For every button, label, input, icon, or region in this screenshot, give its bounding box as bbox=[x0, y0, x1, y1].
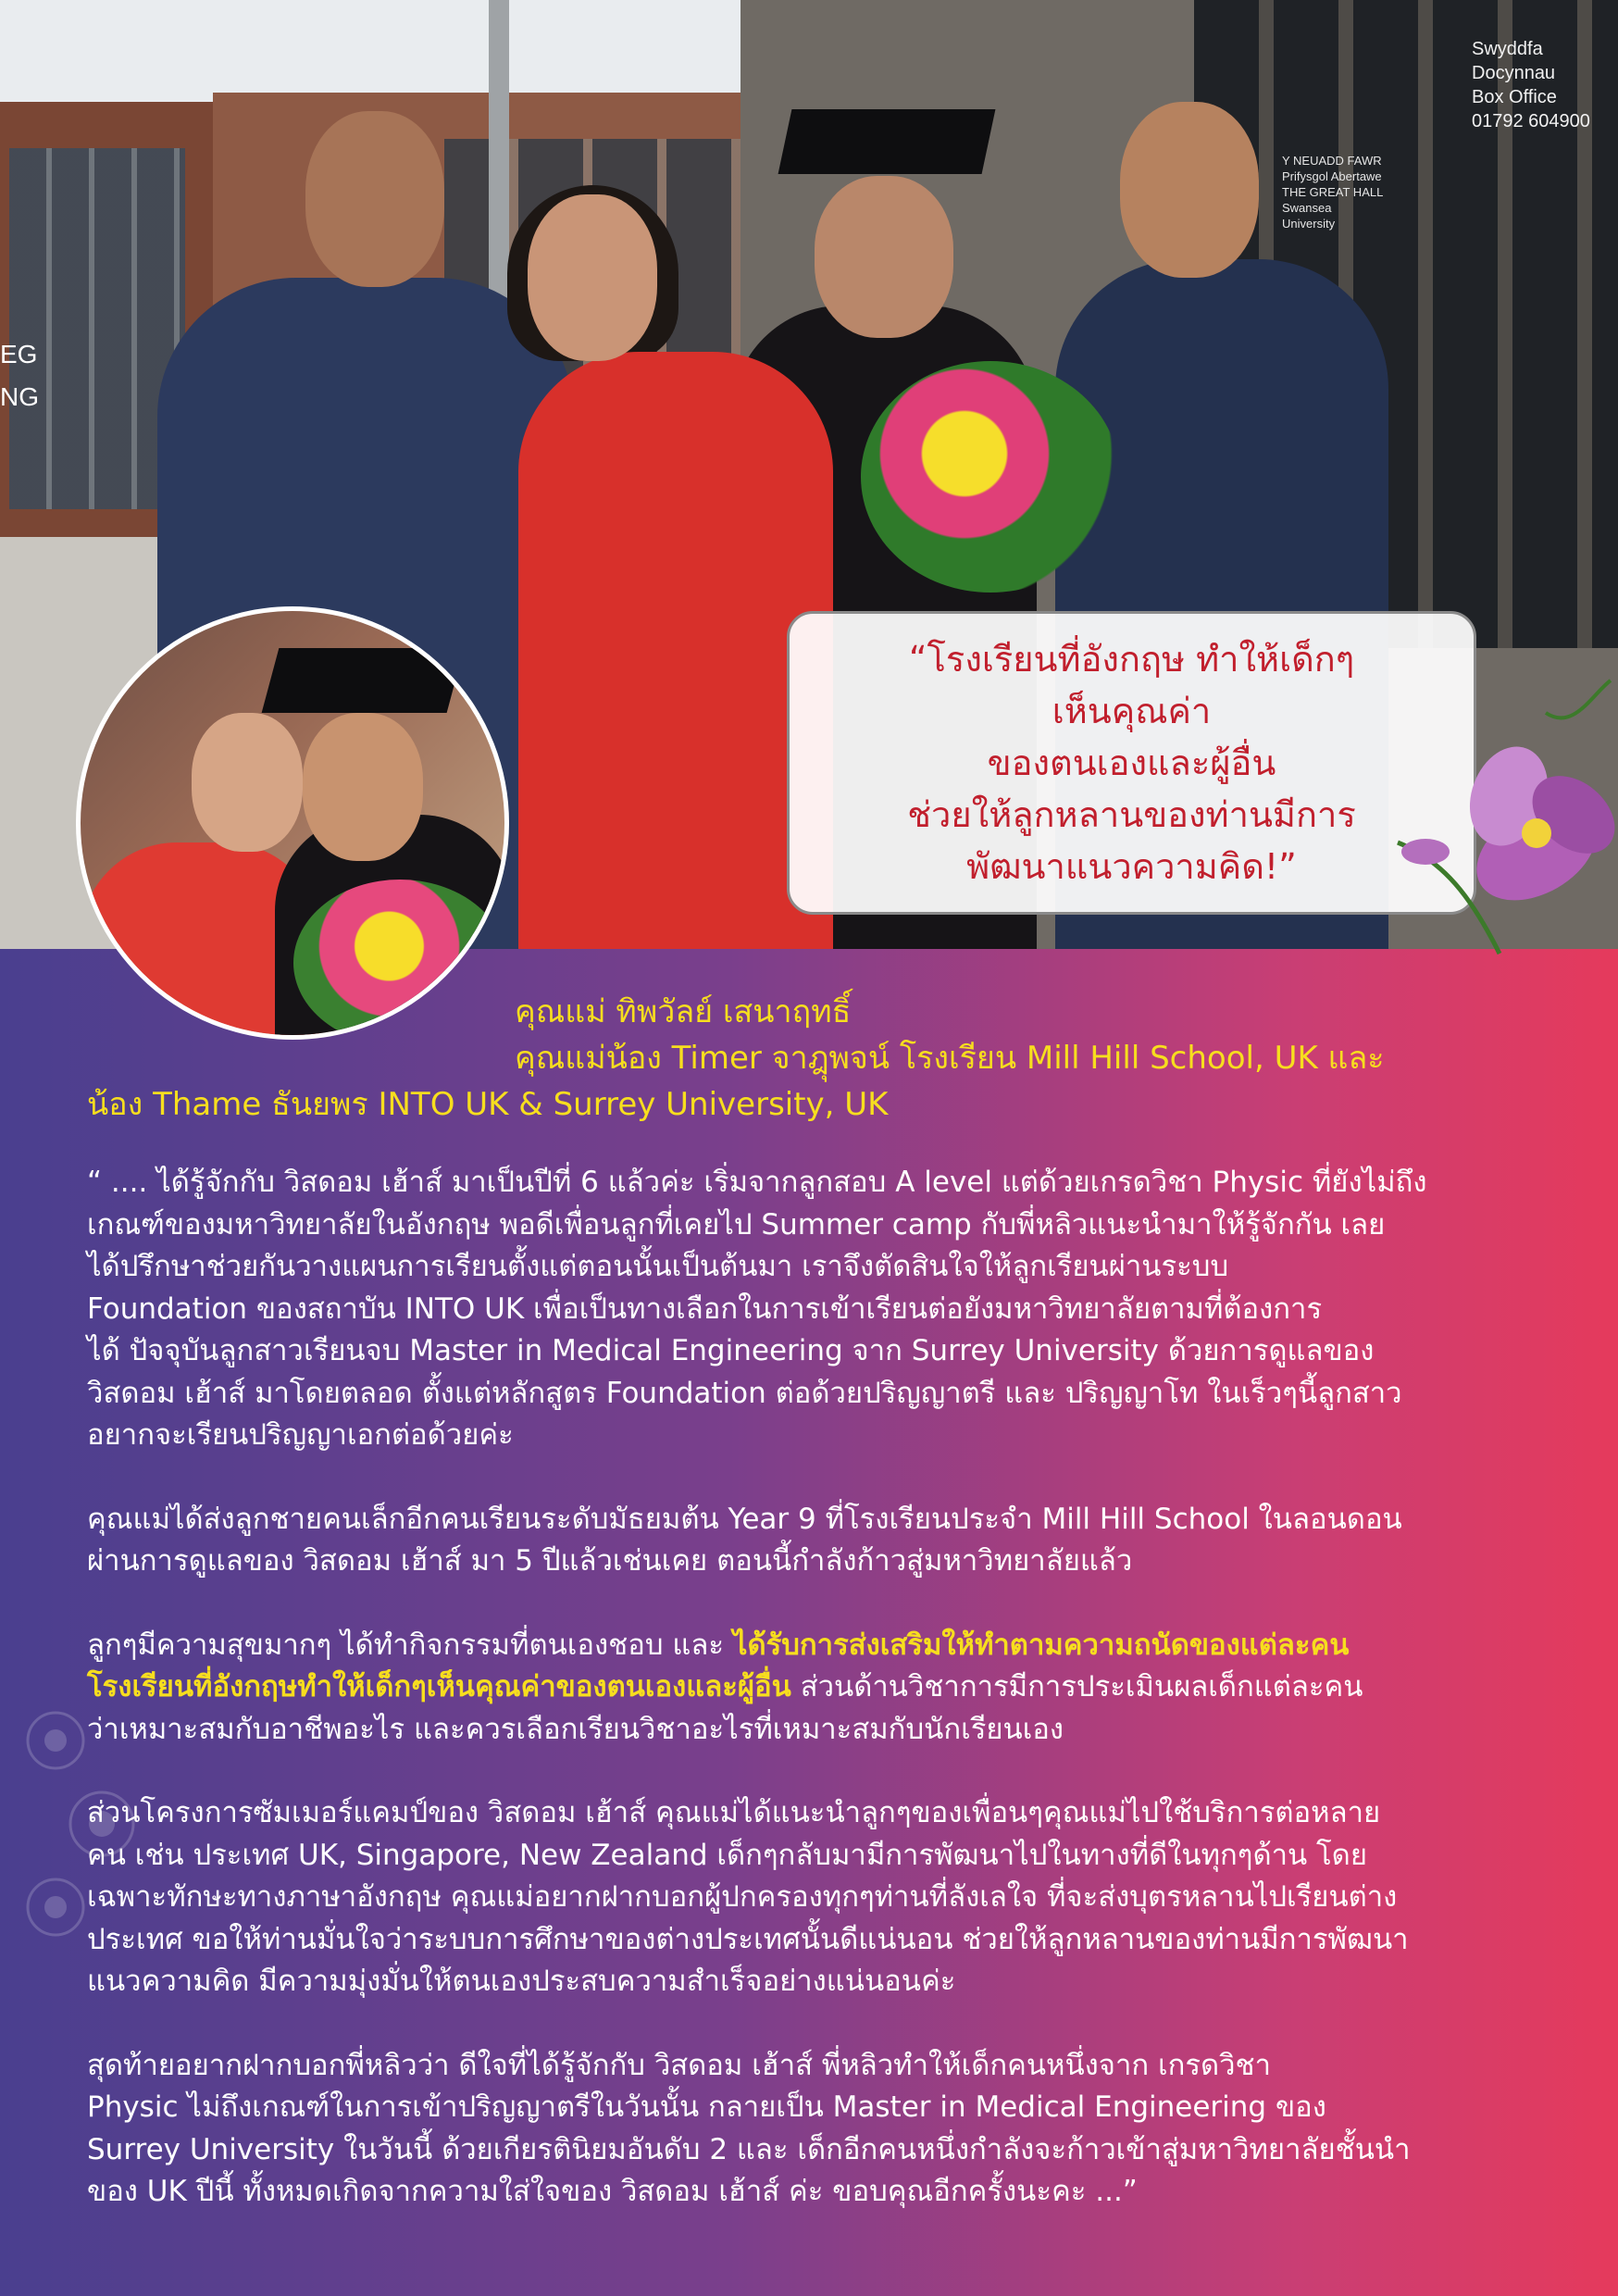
mother-figure bbox=[518, 352, 833, 949]
text-line bbox=[87, 1666, 1550, 1709]
quote-line: พัฒนาแนวความคิด!” bbox=[966, 846, 1297, 887]
text-line: เกณฑ์ของมหาวิทยาลัยในอังกฤษ พอดีเพื่อนลูกที่เคยไป Summer camp กับพี่หลิวแนะนำมาให้รู้จักกัน เลย bbox=[87, 1207, 1386, 1242]
author-role: คุณแม่น้อง Timer จาฎุพจน์ โรงเรียน Mill Hill School, UK และ bbox=[515, 1040, 1385, 1077]
quote-line: ของตนเองและผู้อื่น bbox=[987, 742, 1276, 783]
paragraph-4 bbox=[87, 1792, 1550, 2003]
father-head bbox=[305, 111, 444, 287]
author-children: น้อง Thame ธันยพร INTO UK & Surrey University, UK bbox=[87, 1086, 889, 1123]
text-line: แนวความคิด มีความมุ่งมั่นให้ตนเองประสบความสำเร็จอย่างแน่นอนค่ะ bbox=[87, 1965, 956, 1998]
sign-line: 01792 604900 bbox=[1472, 111, 1590, 131]
text-line: ว่าเหมาะสมกับอาชีพอะไร และควรเลือกเรียนวิชาอะไรที่เหมาะสมกับนักเรียนเอง bbox=[87, 1712, 1064, 1746]
mother-daughter-circle-photo bbox=[76, 606, 509, 1040]
text-line: ผ่านการดูแลของ วิสดอม เฮ้าส์ มา 5 ปีแล้วเช่นเคย ตอนนี้กำลังก้าวสู่มหาวิทยาลัยแล้ว bbox=[87, 1544, 1133, 1578]
highlighted-text: ได้รับการส่งเสริมให้ทำตามความถนัดของแต่ละคน bbox=[732, 1628, 1350, 1662]
testimonial-body bbox=[87, 1162, 1550, 2255]
text-line: ได้ ปัจจุบันลูกสาวเรียนจบ Master in Medical Engineering จาก Surrey University ด้วยการดูแลของ bbox=[87, 1334, 1375, 1367]
paragraph-2 bbox=[87, 1499, 1550, 1583]
graduation-cap bbox=[778, 109, 996, 174]
orchid-flower-decoration bbox=[1361, 676, 1618, 972]
building-sign-left bbox=[0, 333, 56, 418]
flower-bouquet bbox=[861, 361, 1120, 593]
quote-line: เห็นคุณค่า bbox=[1052, 691, 1212, 731]
text-line: ส่วนโครงการซัมเมอร์แคมป์ของ วิสดอม เฮ้าส์ คุณแม่ได้แนะนำลูกๆของเพื่อนๆคุณแม่ไปใช้บริการต่อหลาย bbox=[87, 1796, 1381, 1829]
paragraph-3 bbox=[87, 1625, 1550, 1752]
text-line bbox=[87, 1625, 1550, 1667]
text-plain: ลูกๆมีความสุขมากๆ ได้ทำกิจกรรมที่ตนเองชอบ และ bbox=[87, 1628, 733, 1662]
text-line: ประเทศ ขอให้ท่านมั่นใจว่าระบบการศึกษาของต่างประเทศนั้นดีแน่นอน ช่วยให้ลูกหลานของท่านมีการพัฒนา bbox=[87, 1922, 1409, 1956]
quote-line: ช่วยให้ลูกหลานของท่านมีการ bbox=[907, 794, 1356, 835]
sign-left-line: NG bbox=[0, 382, 39, 411]
text-line: ของ UK ปีนี้ ทั้งหมดเกิดจากความใส่ใจของ วิสดอม เฮ้าส์ ค่ะ ขอบคุณอีกครั้งนะคะ ...” bbox=[87, 2175, 1138, 2208]
sign-left-line: EG bbox=[0, 340, 38, 368]
sign-line: Swyddfa Docynnau bbox=[1472, 39, 1556, 83]
text-line: Physic ไม่ถึงเกณฑ์ในการเข้าปริญญาตรีในวันนั้น กลายเป็น Master in Medical Engineering ของ bbox=[87, 2090, 1326, 2124]
text-line: Surrey University ในวันนี้ ด้วยเกียรตินิยมอันดับ 2 และ เด็กอีกคนหนึ่งกำลังจะก้าวเข้าสู่มหาวิทยาลัยชั้นนำ bbox=[87, 2132, 1411, 2166]
paragraph-5 bbox=[87, 2045, 1550, 2214]
sign-line: Swansea University bbox=[1282, 201, 1336, 231]
great-hall-sign bbox=[1282, 153, 1384, 231]
text-line: วิสดอม เฮ้าส์ มาโดยตลอด ตั้งแต่หลักสูตร Foundation ต่อด้วยปริญญาตรี และ ปริญญาโท ในเร็วๆนี้ลูกสาว bbox=[87, 1376, 1402, 1410]
graduate-head bbox=[815, 176, 953, 338]
text-line: สุดท้ายอยากฝากบอกพี่หลิวว่า ดีใจที่ได้รู้จักกับ วิสดอม เฮ้าส์ พี่หลิวทำให้เด็กคนหนึ่งจาก เกรดวิชา bbox=[87, 2048, 1271, 2082]
text-line: คน เช่น ประเทศ UK, Singapore, New Zealand เด็กๆกลับมามีการพัฒนาไปในทางที่ดีในทุกๆด้าน โดย bbox=[87, 1838, 1367, 1872]
author-name: คุณแม่ ทิพวัลย์ เสนาฤทธิ์ bbox=[515, 993, 852, 1030]
text-line: อยากจะเรียนปริญญาเอกต่อด้วยค่ะ bbox=[87, 1418, 514, 1452]
sign-line: THE GREAT HALL bbox=[1282, 185, 1384, 199]
daughter-face bbox=[303, 713, 423, 861]
text-line: “ .... ได้รู้จักกับ วิสดอม เฮ้าส์ มาเป็นปีที่ 6 แล้วค่ะ เริ่มจากลูกสอบ A level แต่ด้วยเกรดวิชา Physic ที่ยังไม่ถึง bbox=[87, 1166, 1427, 1199]
highlighted-text: โรงเรียนที่อังกฤษทำให้เด็กๆเห็นคุณค่าของตนเองและผู้อื่น bbox=[87, 1670, 791, 1703]
mother-head bbox=[528, 194, 657, 361]
quote-line: “โรงเรียนที่อังกฤษ ทำให้เด็กๆ bbox=[908, 639, 1355, 680]
mother-face bbox=[192, 713, 303, 852]
sign-line: Prifysgol Abertawe bbox=[1282, 169, 1382, 183]
text-line: Foundation ของสถาบัน INTO UK เพื่อเป็นทางเลือกในการเข้าเรียนต่อยังมหาวิทยาลัยตามที่ต้องการ bbox=[87, 1292, 1323, 1326]
text-plain: ส่วนด้านวิชาการมีการประเมินผลเด็กแต่ละคน bbox=[790, 1670, 1363, 1703]
testimonial-author bbox=[87, 989, 1531, 1128]
text-line: คุณแม่ได้ส่งลูกชายคนเล็กอีกคนเรียนระดับมัธยมต้น Year 9 ที่โรงเรียนประจำ Mill Hill School ในลอนดอน bbox=[87, 1502, 1402, 1536]
sign-line: Box Office bbox=[1472, 87, 1557, 107]
text-line: เฉพาะทักษะทางภาษาอังกฤษ คุณแม่อยากฝากบอกผู้ปกครองทุกๆท่านที่ลังเลใจ ที่จะส่งบุตรหลานไปเรียนต่าง bbox=[87, 1880, 1398, 1914]
sign-line: Y NEUADD FAWR bbox=[1282, 154, 1382, 168]
graduation-cap bbox=[262, 648, 465, 713]
son-head bbox=[1120, 102, 1259, 278]
box-office-sign bbox=[1472, 37, 1601, 133]
text-line: ได้ปรึกษาช่วยกันวางแผนการเรียนตั้งแต่ตอนนั้นเป็นต้นมา เราจึงตัดสินใจให้ลูกเรียนผ่านระบบ bbox=[87, 1250, 1229, 1283]
paragraph-1 bbox=[87, 1162, 1550, 1457]
